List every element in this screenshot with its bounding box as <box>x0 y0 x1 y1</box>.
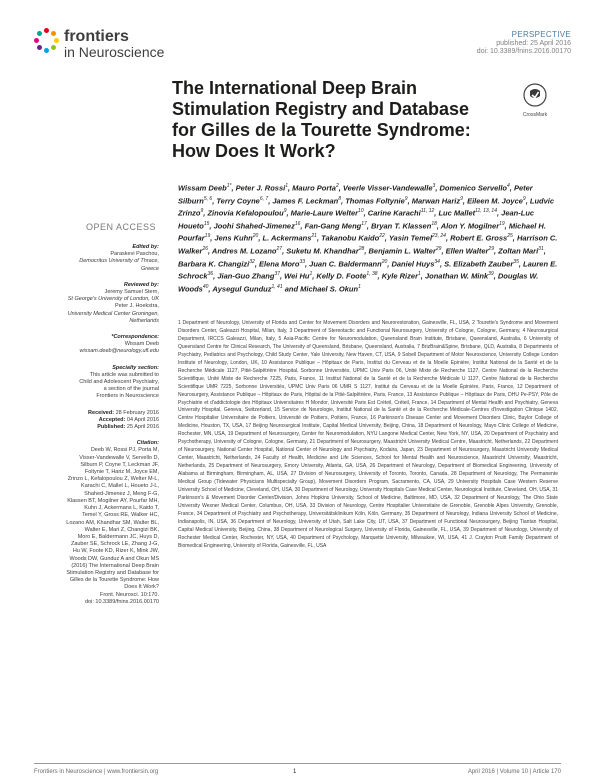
author-affiliation-ref[interactable]: 9 <box>460 195 463 202</box>
author-affiliation-ref[interactable]: 5, 6 <box>203 195 213 202</box>
logo-dot <box>51 45 56 50</box>
sidebar-line: Foltynie T, Hariz M, Joyce EM, <box>84 469 159 476</box>
author-name[interactable]: Ludvic Zrinzo <box>178 196 555 218</box>
author-name[interactable]: Zoltan Mari <box>498 246 539 256</box>
author-affiliation-ref[interactable]: 36 <box>207 271 214 278</box>
author-affiliation-ref[interactable]: 10 <box>358 208 364 215</box>
author-name[interactable]: Michael S. Okun <box>300 284 359 294</box>
author-affiliation-ref[interactable]: 20 <box>381 258 388 265</box>
author-affiliation-ref[interactable]: 1, 38 <box>366 271 378 278</box>
author-name[interactable]: Kelly D. Foote <box>316 271 367 281</box>
author-name[interactable]: Barbara K. Changizi <box>178 259 250 269</box>
sidebar-line: Front. Neurosci. 10:170. <box>99 591 159 598</box>
affiliations: 1 Department of Neurology, University of Florida and Center for Movement Disorders and Neurorestoration, Gainesville, FL, USA, 2 Tourette's Syndrome and Movement Disorders Center, Galeazzi Hospital, Milan, Italy, 3 Department of Stereotactic and Functional Neurosurgery, University of Cologne, Cologne, Germany, 4 Neurosurgical Department, IRCCS Galeazzi, Milan, Italy, 5 Asia-Pacific Centre for Neuromodulation, Queensland Brain Institute, Brisbane, Queensland, Australia, 6 University of Queensland Centre for Clinical Research, The University of Queensland, Brisbane, Queensland, Australia, 7 BrizBrain&Spine, Brisbane, QLD, Australia, 8 Departments of Psychiatry, Pediatrics and Psychology, Child Study Center, Yale University, New Haven, CT, USA, 9 Sobell Department of Motor Neuroscience, University College London Institute of Neurology, London, UK, 10 Assistance Publique – Hôpitaux de Paris, Institut du Cerveau et de la Moelle Epinière, Institut National de la Santé et de la Recherche Médicale 1127, Pitié-Salpêtrière Hospital, Sorbonne Universités, UPMC Univ Paris 06, Unité Mixte de Recherche 1127, Centre National de la Recherche Scientifique, Unité Mixte de Recherche 7225, Paris, France, 11 Institut National de la Santé et de la Recherche Médicale U 1127, Centre National de la Recherche Scientifique UMR 7225, Sorbonne Universités, UPMC Univ Paris 06 UMR S 1127, Institut du Cerveau et de la Moelle Épinière, Paris, France, 12 Department of Neurosurgery, Assistance Publique – Hôpitaux de Paris, Hôpital de la Pitié-Salpêtrière, Paris, France, 13 Assistance Publique – Hôpitaux de Paris, DHU Pe-PSY, Pôle de Psychiatrie et d'addictologie des Hôpitaux Universitaires H Mondor, Université Paris Est Créteil, Créteil, France, 14 Department of Mental Health and Psychiatry, Geneva University Hospital, Geneva, Switzerland, 15 Service de Neurologie, Institut National de la Santé et de la Recherche Médicale-Centres d'Investigation Clinique 1402, Centre Hospitalier Universitaire de Poitiers, Université de Poitiers, Poitiers, France, 16 Parkinson's Disease Center and Movement Disorders Clinic, Baylor College of Medicine, Houston, TX, USA, 17 Beijing Neurosurgical Institute, Capital Medical University, Beijing, China, 18 Department of Neurology, Mayo Clinic College of Medicine, Rochester, MN, USA, 19 Department of Neurosurgery, Center for Neuromodulation, NYU Langone Medical Center, New York, NY, USA, 20 Department of Psychiatry and Psychotherapy, University of Cologne, Cologne, Germany, 21 Department of Neurosurgery, Maastricht University Medical Centre, Maastricht, Netherlands, 22 Department of Neurosurgery, National Center Hospital, National Center of Neurology and Psychiatry, Kodaira, Japan, 23 Department of Neurosurgery, Maastricht University Medical Center, Maastricht, Netherlands, 24 Faculty of Health, Medicine and Life Sciences, School for Mental Health and Neuroscience, Maastricht University, Maastricht, Netherlands, 25 Department of Neurosurgery, Emory University, Atlanta, GA, USA, 26 Department of Neurology, Department of Biomedical Engineering, University of Alabama at Birmingham, Birmingham, AL, USA, 27 Division of Neurosurgery, University of Toronto, Toronto, Canada, 28 Department of Neurology, The Permanente Medical Group (Tidewater Physicians Multispecialty Group), Movement Disorders Program, Sacramento, CA, USA, 29 University Hospitals Case Western Reserve University School of Medicine, Cleveland, OH, USA, 30 Department of Neurology, University Hospitals Case Medical Center, Neurological Institute, Cleveland, OH, USA, 31 Parkinson's & Movement Disorder Center/Division, Johns Hopkins University, School of Medicine, Baltimore, MD, USA, 32 Department of Neurology, The Ohio State University Wexner Medical Center, Columbus, OH, USA, 33 Division of Neurology, Centre Hospitalier Universitaire de Grenoble, Grenoble Alpes University, Grenoble, France, 34 Department of Psychiatry and Psychotherapy, Universitätsklinikum Köln, Köln, Germany, 35 Department of Neurology, Indiana University School of Medicine, Indianapolis, IN, USA, 36 Department of Neurology, University of Utah, Salt Lake City, UT, USA, 37 Department of Functional Neurosurgery, Beijing Tiantan Hospital, Capital Medical University, Beijing, China, 38 Department of Neurological Surgery, University of Florida, Gainesville, FL, USA, 39 Department of Neurology, University of Rochester Medical Center, Rochester, NY, USA, 40 Department of Psychology, Marquette University, Milwaukee, WI, USA, 41 J. Crayton Pruitt Family Department of Biomedical Engineering, University of Florida, Gainesville, FL, USA <box>178 320 558 549</box>
sidebar-line: Kuhn J, Ackermans L, Kaido T, <box>84 505 159 512</box>
author-affiliation-ref[interactable]: 34 <box>434 258 440 265</box>
author-affiliation-ref[interactable]: 11, 12 <box>420 208 435 215</box>
author-affiliation-ref[interactable]: 1 <box>358 283 361 290</box>
author-name[interactable]: Suketu M. Khandhar <box>286 246 359 256</box>
sidebar-line: University Medical Center Groningen, <box>67 310 159 317</box>
sidebar-line: Zauber SE, Schrock LE, Zhang J-G, <box>70 541 159 548</box>
sidebar-line: This article was submitted to <box>89 371 159 378</box>
author-affiliation-ref[interactable]: 8 <box>338 195 342 202</box>
author-affiliation-ref[interactable]: 32 <box>249 258 255 265</box>
crossmark-badge[interactable] <box>515 83 555 118</box>
author-affiliation-ref[interactable]: 9 <box>522 195 526 202</box>
correspondence-block <box>35 341 159 355</box>
published-label: Published: <box>97 424 126 431</box>
author-name[interactable]: Harrison C. Walker <box>178 233 558 256</box>
article-type: PERSPECTIVE <box>511 30 571 39</box>
author-affiliation-ref[interactable]: 33 <box>299 258 305 265</box>
author-affiliation-ref[interactable]: 9 <box>283 208 287 215</box>
author-name[interactable]: Juan C. Baldermann <box>309 259 382 269</box>
author-affiliation-ref[interactable]: 9 <box>404 195 408 202</box>
author-affiliation-ref[interactable]: 29 <box>488 245 494 252</box>
article-sidebar <box>35 244 159 606</box>
logo-dot <box>37 31 42 36</box>
sidebar-line: Child and Adolescent Psychiatry, <box>79 379 159 386</box>
sidebar-line: Klassen BT, Mogilner AY, Pourfar MH, <box>67 497 159 504</box>
accepted-date: 04 April 2016 <box>126 416 159 423</box>
author-name[interactable]: Andres M. Lozano <box>211 246 277 256</box>
sidebar-line: Democritus University of Thrace, <box>79 258 159 265</box>
author-affiliation-ref[interactable]: 17 <box>361 220 367 227</box>
author-affiliation-ref[interactable]: 6, 7 <box>259 195 269 202</box>
author-affiliation-ref[interactable]: 28 <box>358 245 365 252</box>
article-header-info <box>371 31 571 57</box>
crossmark-icon <box>523 83 547 107</box>
logo-dot <box>34 38 39 43</box>
author-affiliation-ref[interactable]: 35 <box>513 258 519 265</box>
author-affiliation-ref[interactable]: 26 <box>202 245 209 252</box>
sidebar-line: St George's University of London, UK <box>67 296 159 303</box>
author-affiliation-ref[interactable]: 1* <box>226 183 232 189</box>
author-name[interactable]: Mauro Porta <box>292 183 336 193</box>
author-affiliation-ref[interactable]: 1 <box>285 183 288 189</box>
author-name[interactable]: Robert E. Gross <box>450 233 508 243</box>
author-affiliation-ref[interactable]: 27 <box>276 245 283 252</box>
sidebar-line: Jeremy Samuel Stern, <box>104 289 159 296</box>
specialty-section-block <box>35 372 159 401</box>
author-name[interactable]: Kyle Rizer <box>381 271 418 281</box>
author-affiliation-ref[interactable]: 39 <box>488 271 494 278</box>
author-affiliation-ref[interactable]: 1 <box>309 271 313 278</box>
sidebar-line: Shahed-Jimenez J, Meng F-G, <box>84 490 159 497</box>
author-name[interactable]: Daniel Huys <box>391 259 435 269</box>
logo-dot <box>51 31 56 36</box>
logo-dot <box>44 48 49 53</box>
footer-issue: April 2016 | Volume 10 | Article 170 <box>467 769 561 775</box>
author-affiliation-ref[interactable]: 19 <box>204 233 211 240</box>
sidebar-line: Netherlands <box>129 317 159 324</box>
author-list: Wissam Deeb$^{1*}$, Peter J. Rossi$^1$, Mauro Porta$^2$, Veerle Visser-Vandewalle$^3$, Domenico Servello$^4$, Peter Silburn$^{5, 6}$, Terry Coyne$^{6, 7}$, James F. Leckman$^8$, Thomas Foltynie$^9$, Marwan Hariz$^9$, Eileen M. Joyce$^9$, Ludvic Zrinzo$^9$, Zinovia Kefalopoulou$^9$, Marie-Laure Welter$^{10}$, Carine Karachi$^{11, 12}$, Luc Mallet$^{11, 13, 14}$, Jean-Luc Houeto$^{15}$, Joohi Shahed-Jimenez$^{16}$, Fan-Gang Meng$^{17}$, Bryan T. Klassen$^{18}$, Alon Y. Mogilner$^{19}$, Michael H. Pourfar$^{19}$, Jens Kuhn$^{20}$, L. Ackermans$^{21}$, Takanobu Kaido$^{22}$, Yasin Temel$^{23, 24}$, Robert E. Gross$^{25}$, Harrison C. Walker$^{26}$, Andres M. Lozano$^{27}$, Suketu M. Khandhar$^{28}$, Benjamin L. Walter$^{29}$, Ellen Walter$^{29}$, Zoltan Mari$^{31}$, Barbara K. Changizi$^{32}$, Elena Moro$^{33}$, Juan C. Baldermann$^{20}$, Daniel Huys$^{34}$, S. Elizabeth Zauber$^{35}$, Lauren E. Schrock$^{36}$, Jian-Guo Zhang$^{37}$, Wei Hu$^1$, Kelly D. Foote$^{1, 38}$, Kyle Rizer$^1$, Jonathan W. Mink$^{39}$, Douglas W. Woods$^{40}$, Aysegul Gunduz$^{1, 41}$ and Michael S. Okun$^1$ <box>178 183 558 294</box>
published-date-sidebar: 25 April 2016 <box>126 424 159 431</box>
sidebar-line: Silburn P, Coyne T, Leckman JF, <box>80 461 159 468</box>
author-name[interactable]: Marie-Laure Welter <box>290 208 359 218</box>
open-access-label: OPEN ACCESS <box>85 222 156 232</box>
author-affiliation-ref[interactable]: 2 <box>335 183 339 189</box>
author-name[interactable]: Elena Moro <box>259 259 300 269</box>
sidebar-line: a section of the journal <box>103 386 159 393</box>
author-affiliation-ref[interactable]: 11, 13, 14 <box>475 208 497 215</box>
received-label: Received: <box>88 409 115 416</box>
author-name[interactable]: Bryan T. Klassen <box>371 221 432 231</box>
logo-journal: in Neuroscience <box>64 44 165 60</box>
author-name[interactable]: Jian-Guo Zhang <box>217 271 275 281</box>
author-name[interactable]: Zinovia Kefalopoulou <box>207 208 284 218</box>
author-affiliation-ref[interactable]: 16 <box>294 220 301 227</box>
author-name[interactable]: S. Elizabeth Zauber <box>444 259 514 269</box>
page-number: 1 <box>293 769 297 775</box>
citation-label: Citation: <box>136 440 159 447</box>
author-name[interactable]: Wissam Deeb <box>178 183 227 193</box>
author-name[interactable]: Terry Coyne <box>216 196 260 206</box>
logo-name: frontiers <box>64 28 129 45</box>
author-affiliation-ref[interactable]: 19 <box>499 220 505 227</box>
sidebar-line: doi: 10.3389/fnins.2016.00170 <box>84 598 159 605</box>
sidebar-line: Walter E, Mari Z, Changizi BK, <box>84 526 159 533</box>
author-name[interactable]: Jens Kuhn <box>214 233 253 243</box>
logo-dot <box>54 38 59 43</box>
author-name[interactable]: Eileen M. Joyce <box>467 196 523 206</box>
article-title: The International Deep Brain Stimulation Registry and Database for Gilles de la Tourette Syndrome: How Does It Work? <box>172 78 471 161</box>
received-date: 28 February 2016 <box>115 409 159 416</box>
author-name[interactable]: Peter J. Rossi <box>235 183 286 193</box>
author-name[interactable]: Fan-Gang Meng <box>304 221 362 231</box>
author-affiliation-ref[interactable]: 29 <box>435 245 442 252</box>
author-affiliation-ref[interactable]: 40 <box>202 283 209 290</box>
sidebar-line: Does It Work? <box>124 584 159 591</box>
author-name[interactable]: Alon Y. Mogilner <box>440 221 500 231</box>
sidebar-line: Frontiers in Neuroscience <box>96 393 159 400</box>
author-name[interactable]: Carine Karachi <box>367 208 421 218</box>
published-date: published: 25 April 2016 <box>496 39 571 47</box>
sidebar-line: Stimulation Registry and Database for <box>66 569 159 576</box>
author-name[interactable]: Douglas W. Woods <box>178 271 539 294</box>
author-affiliation-ref[interactable]: 3 <box>432 183 436 189</box>
logo-dot <box>37 45 42 50</box>
edited-by-block <box>35 251 159 273</box>
author-affiliation-ref[interactable]: 23, 24 <box>432 233 446 240</box>
reviewed-by-label: Reviewed by: <box>123 281 159 288</box>
author-name[interactable]: Ellen Walter <box>445 246 489 256</box>
sidebar-line: Paraskevi Paschou, <box>110 251 159 258</box>
author-affiliation-ref[interactable]: 1, 41 <box>271 283 283 290</box>
author-affiliation-ref[interactable]: 18 <box>431 220 437 227</box>
author-name[interactable]: Thomas Foltynie <box>345 196 405 206</box>
author-name[interactable]: James F. Leckman <box>272 196 339 206</box>
reviewed-by-block <box>35 289 159 325</box>
sidebar-line: Gilles de la Tourette Syndrome: How <box>69 577 159 584</box>
author-name[interactable]: L. Ackermans <box>262 233 312 243</box>
accepted-label: Accepted: <box>98 416 126 423</box>
author-name[interactable]: Michael H. Pourfar <box>178 221 546 243</box>
author-affiliation-ref[interactable]: 31 <box>538 245 544 252</box>
footer-divider <box>34 763 561 764</box>
author-name[interactable]: Marwan Hariz <box>411 196 461 206</box>
author-name[interactable]: Jonathan W. Mink <box>424 271 489 281</box>
author-name[interactable]: Wei Hu <box>284 271 310 281</box>
sidebar-line: Zrinzo L, Kefalopoulou Z, Welter M-L, <box>67 476 159 483</box>
author-name[interactable]: Veerle Visser-Vandewalle <box>342 183 433 193</box>
crossmark-label: CrossMark <box>522 112 548 118</box>
dates-block <box>35 410 159 432</box>
sidebar-line: wissam.deeb@neurology.ufl.edu <box>79 348 159 355</box>
author-affiliation-ref[interactable]: 20 <box>252 233 259 240</box>
author-name[interactable]: Benjamin L. Walter <box>368 246 436 256</box>
author-name[interactable]: Yasin Temel <box>388 233 433 243</box>
author-name[interactable]: Jean-Luc Houeto <box>178 208 535 231</box>
sidebar-line: Peter J. Hoekstra, <box>114 303 159 310</box>
sidebar-line: (2016) The International Deep Brain <box>71 562 159 569</box>
specialty-section-label: Specialty section: <box>112 364 159 371</box>
citation-block <box>35 447 159 605</box>
author-name[interactable]: Lauren E. Schrock <box>178 259 558 281</box>
author-name[interactable]: Luc Mallet <box>438 208 476 218</box>
journal-logo <box>34 26 174 66</box>
sidebar-line: Greece <box>140 265 159 272</box>
sidebar-line: Temel Y, Gross RE, Walker HC, <box>82 512 159 519</box>
author-affiliation-ref[interactable]: 22 <box>379 233 385 240</box>
author-name[interactable]: Peter Silburn <box>178 183 533 206</box>
footer-journal-url[interactable]: Frontiers in Neuroscience | www.frontiersin.org <box>34 769 159 775</box>
author-affiliation-ref[interactable]: 25 <box>507 233 513 240</box>
sidebar-line: Lozano AM, Khandhar SM, Walter BL, <box>66 519 159 526</box>
author-name[interactable]: Aysegul Gunduz <box>212 284 272 294</box>
author-name[interactable]: Joohi Shahed-Jimenez <box>213 221 295 231</box>
sidebar-line: Visser-Vandewalle V, Servello D, <box>79 454 159 461</box>
sidebar-line: Wissam Deeb <box>124 341 159 348</box>
author-affiliation-ref[interactable]: 21 <box>311 233 317 240</box>
article-doi: doi: 10.3389/fnins.2016.00170 <box>476 48 571 55</box>
author-affiliation-ref[interactable]: 15 <box>203 220 210 227</box>
sidebar-line: Moro E, Baldermann JC, Huys D, <box>77 533 159 540</box>
author-affiliation-ref[interactable]: 37 <box>274 271 280 278</box>
sidebar-line: Karachi C, Mallet L, Houeto J-L, <box>81 483 159 490</box>
author-name[interactable]: Takanobu Kaido <box>321 233 380 243</box>
author-name[interactable]: Domenico Servello <box>439 183 508 193</box>
sidebar-line: Hu W, Foote KD, Rizer K, Mink JW, <box>72 548 159 555</box>
author-affiliation-ref[interactable]: 4 <box>507 183 510 189</box>
edited-by-label: Edited by: <box>132 244 159 250</box>
sidebar-line: Deeb W, Rossi PJ, Porta M, <box>90 447 159 454</box>
author-affiliation-ref[interactable]: 9 <box>200 208 204 215</box>
author-affiliation-ref[interactable]: 1 <box>418 271 421 278</box>
sidebar-line: Woods DW, Gunduz A and Okun MS <box>69 555 159 562</box>
correspondence-label: *Correspondence: <box>111 334 159 341</box>
logo-dot <box>44 28 49 33</box>
frontiers-logo-mark-icon <box>34 28 62 56</box>
